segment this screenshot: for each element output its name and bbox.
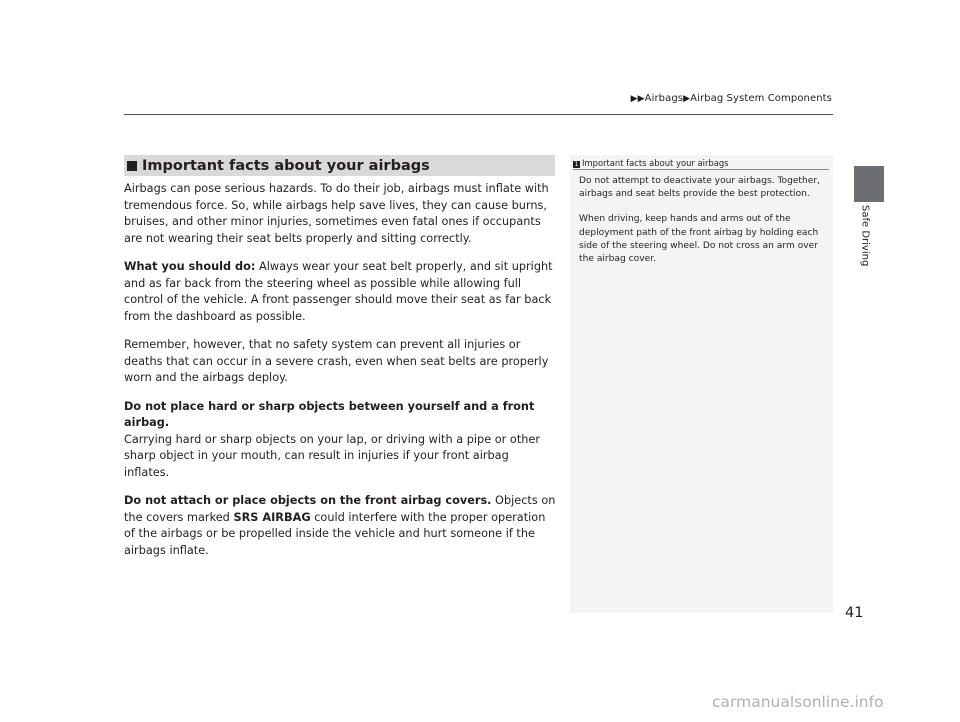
breadcrumb-arrow-icon: ▶▶ [630, 94, 645, 104]
what-to-do-text: Always wear your seat belt properly, and sit upright and as far back from the steering wheel as possible while allowing full control of the vehicle. A front passenger should move their seat as far back from the dashboard as possible. [124, 260, 553, 323]
main-content [124, 181, 556, 571]
srs-airbag-label: SRS AIRBAG [233, 510, 311, 524]
covers-lead: Do not attach or place objects on the front airbag covers. [124, 494, 492, 507]
section-title: Important facts about your airbags [142, 157, 430, 174]
paragraph-sharp-objects [124, 399, 556, 482]
watermark: carmanualsonline.info [712, 693, 884, 711]
chapter-label-container [850, 205, 880, 285]
what-to-do-lead: What you should do: [124, 260, 256, 273]
paragraph-hazards: Airbags can pose serious hazards. To do their job, airbags must inflate with tremendous force. So, while airbags help save lives, they can cause burns, bruises, and other minor injuries, sometimes even fatal ones if occupants are not wearing their seat belts properly and sitting correctly. [124, 182, 549, 245]
breadcrumb-subsection[interactable]: Airbag System Components [690, 93, 832, 104]
note-paragraph-deactivate: Do not attempt to deactivate your airbags. Together, airbags and seat belts provide the best protection. [579, 176, 820, 200]
header-divider [124, 114, 833, 115]
note-title [573, 158, 829, 170]
paragraph-remember: Remember, however, that no safety system can prevent all injuries or deaths that can occur in a severe crash, even when seat belts are properly worn and the airbags deploy. [124, 338, 549, 384]
section-square-icon [127, 161, 137, 171]
sharp-objects-text: Carrying hard or sharp objects on your lap, or driving with a pipe or other sharp object in your mouth, can result in injuries if your front airbag inflates. [124, 432, 540, 479]
page-number: 41 [845, 605, 864, 621]
chapter-label: Safe Driving [859, 205, 871, 267]
covers-text-2: could interfere with the proper operation of the airbags or be propelled inside the vehicle and hurt someone if the airbags inflate. [124, 510, 546, 557]
breadcrumb [631, 93, 832, 104]
paragraph-what-to-do [124, 259, 556, 325]
covers-text-1: Objects on the covers marked [124, 494, 556, 524]
side-note [570, 155, 833, 613]
section-heading [124, 155, 555, 176]
sharp-objects-lead: Do not place hard or sharp objects between yourself and a front airbag. [124, 399, 535, 429]
chapter-tab [854, 166, 884, 202]
breadcrumb-section[interactable]: Airbags [644, 93, 684, 104]
note-title-text[interactable]: Important facts about your airbags [582, 158, 729, 168]
paragraph-covers [124, 493, 556, 559]
note-paragraph-hands: When driving, keep hands and arms out of the deployment path of the front airbag by holding each side of the steering wheel. Do not cross an arm over the airbag cover. [579, 214, 819, 265]
breadcrumb-arrow-icon: ▶ [683, 94, 691, 104]
reference-icon: 1 [574, 161, 579, 168]
note-body [579, 175, 829, 278]
